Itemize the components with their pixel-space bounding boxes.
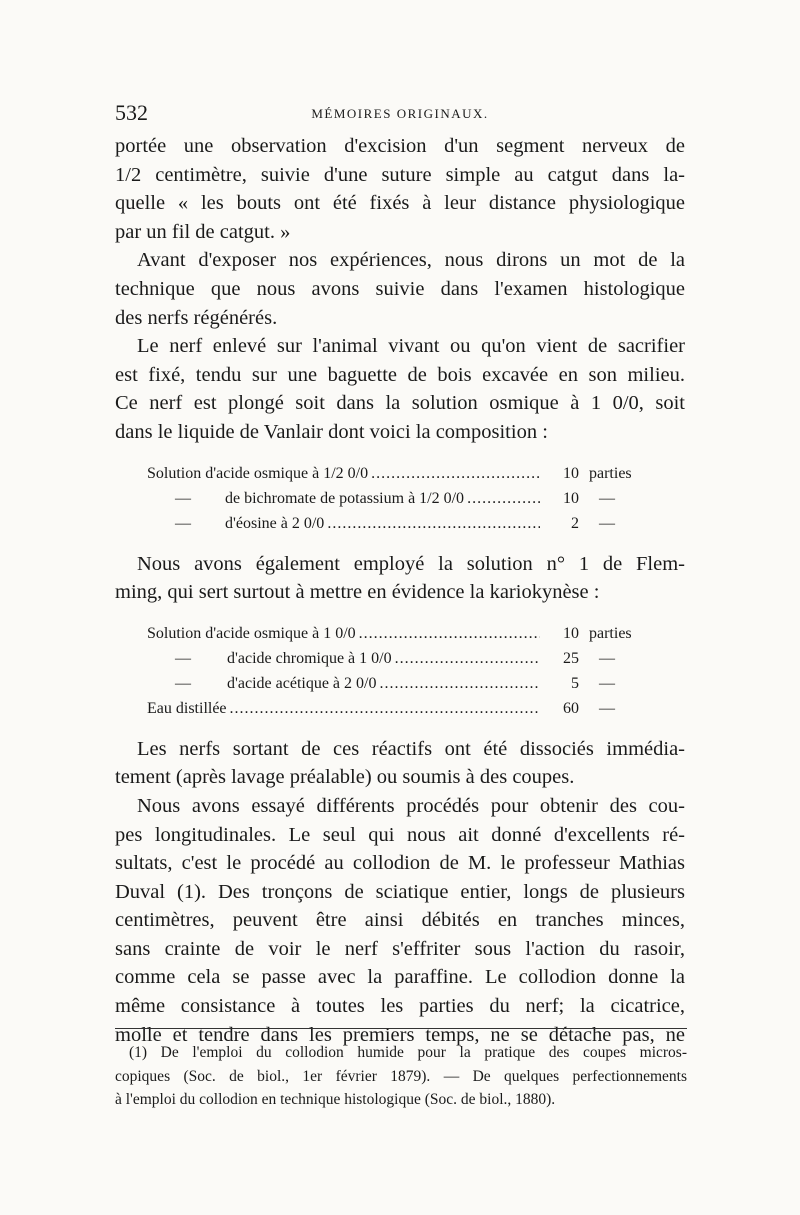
- text-line: portée une observation d'excision d'un segment nerveux de: [115, 135, 685, 157]
- text-line: 1/2 centimètre, suivie d'une suture simple au catgut dans la-: [115, 163, 685, 186]
- text-line: technique que nous avons suivie dans l'examen histologique: [115, 277, 685, 300]
- leader-dots: [327, 511, 540, 536]
- text-line: sultats, c'est le procédé au collodion de M. le professeur Mathias: [115, 852, 685, 875]
- text-line: tement (après lavage préalable) ou soumis à des coupes.: [115, 766, 575, 789]
- formula-value: 60: [563, 699, 579, 717]
- paragraph: [115, 792, 685, 1049]
- text-line: Avant d'exposer nos expériences, nous dirons un mot de la: [137, 249, 685, 272]
- formula-unit: —: [599, 489, 615, 507]
- text-line: Nous avons essayé différents procédés pour obtenir des cou-: [137, 794, 685, 817]
- formula-unit: parties: [589, 464, 632, 482]
- formula-ingredient: d'acide acétique à 2 0/0: [227, 674, 377, 692]
- text-line: quelle « les bouts ont été fixés à leur distance physiologique: [115, 192, 685, 215]
- formula-ingredient-wrap: [147, 511, 324, 536]
- ditto-dash: —: [175, 489, 191, 507]
- text-line: pes longitudinales. Le seul qui nous ait donné d'excellents ré-: [115, 823, 685, 846]
- ditto-dash: —: [175, 674, 191, 692]
- text-line: dans le liquide de Vanlair dont voici la composition :: [115, 420, 548, 443]
- formula-unit: —: [599, 649, 615, 667]
- footnote-line: (1) De l'emploi du collodion humide pour la pratique des coupes micros-: [129, 1044, 687, 1061]
- text-line: des nerfs régénérés.: [115, 306, 278, 329]
- formula-ingredient-wrap: [147, 486, 464, 511]
- main-text: [115, 132, 685, 1049]
- page-header: [115, 100, 685, 124]
- leader-dots: [359, 621, 540, 646]
- formula-ingredient: de bichromate de potassium à 1/2 0/0: [225, 489, 465, 507]
- formula-ingredient: Eau distillée: [147, 699, 227, 717]
- text-line: Les nerfs sortant de ces réactifs ont été dissociés immédia-: [137, 737, 685, 760]
- formula-ingredient-wrap: [147, 671, 376, 696]
- formula-value: 10: [563, 464, 579, 482]
- formula-value: 5: [571, 674, 579, 692]
- text-line: sans crainte de voir le nerf s'effriter sous l'action du rasoir,: [115, 937, 685, 960]
- running-title: MÉMOIRES ORIGINAUX.: [311, 106, 489, 121]
- formula-row: [147, 696, 663, 721]
- footnote-line: à l'emploi du collodion en technique histologique (Soc. de biol., 1880).: [115, 1091, 556, 1108]
- formula-value: 10: [563, 624, 579, 642]
- formula-row: [147, 461, 663, 486]
- formula-ingredient: d'acide chromique à 1 0/0: [227, 649, 392, 667]
- formula-flemming: [147, 621, 663, 721]
- formula-ingredient: Solution d'acide osmique à 1/2 0/0: [147, 464, 369, 482]
- formula-ingredient: d'éosine à 2 0/0: [225, 514, 325, 532]
- formula-value: 2: [571, 514, 579, 532]
- text-line: est fixé, tendu sur une baguette de bois excavée en son milieu.: [115, 363, 685, 386]
- formula-row: [147, 646, 663, 671]
- formula-row: [147, 671, 663, 696]
- formula-unit: —: [599, 699, 615, 717]
- footnote: [115, 1041, 687, 1112]
- formula-ingredient: Solution d'acide osmique à 1 0/0: [147, 624, 356, 642]
- formula-value: 25: [563, 649, 579, 667]
- ditto-dash: —: [175, 649, 191, 667]
- text-line: Ce nerf est plongé soit dans la solution osmique à 1 0/0, soit: [115, 392, 685, 415]
- leader-dots: [395, 646, 540, 671]
- formula-unit: —: [599, 674, 615, 692]
- formula-unit: —: [599, 514, 615, 532]
- text-line: comme cela se passe avec la paraffine. Le collodion donne la: [115, 966, 685, 989]
- leader-dots: [230, 696, 540, 721]
- paragraph: [115, 246, 685, 332]
- paragraph: [115, 132, 685, 246]
- formula-row: [147, 511, 663, 536]
- formula-value: 10: [563, 489, 579, 507]
- leader-dots: [379, 671, 540, 696]
- text-line: Le nerf enlevé sur l'animal vivant ou qu'on vient de sacrifier: [137, 335, 685, 358]
- leader-dots: [467, 486, 540, 511]
- paragraph: [115, 332, 685, 446]
- footnote-line: copiques (Soc. de biol., 1er février 1879). — De quelques perfectionnements: [115, 1067, 687, 1085]
- formula-row: [147, 486, 663, 511]
- leader-dots: [371, 461, 540, 486]
- footnote-rule: [115, 1028, 687, 1029]
- text-line: Duval (1). Des tronçons de sciatique entier, longs de plusieurs: [115, 880, 685, 903]
- paragraph: [115, 735, 685, 792]
- text-line: Nous avons également employé la solution n° 1 de Flem-: [137, 552, 685, 575]
- text-line: par un fil de catgut. »: [115, 220, 291, 243]
- formula-ingredient-wrap: [147, 646, 392, 671]
- ditto-dash: —: [175, 514, 191, 532]
- formula-row: [147, 621, 663, 646]
- page-number: 532: [115, 100, 148, 125]
- formula-vanlair: [147, 461, 663, 536]
- paragraph: [115, 550, 685, 607]
- text-line: molle et tendre dans les premiers temps, ne se détache pas, ne: [115, 1023, 685, 1046]
- text-line: ming, qui sert surtout à mettre en évidence la kariokynèse :: [115, 581, 600, 604]
- formula-unit: parties: [589, 624, 632, 642]
- text-line: même consistance à toutes les parties du nerf; la cicatrice,: [115, 995, 685, 1018]
- text-line: centimètres, peuvent être ainsi débités en tranches minces,: [115, 909, 685, 932]
